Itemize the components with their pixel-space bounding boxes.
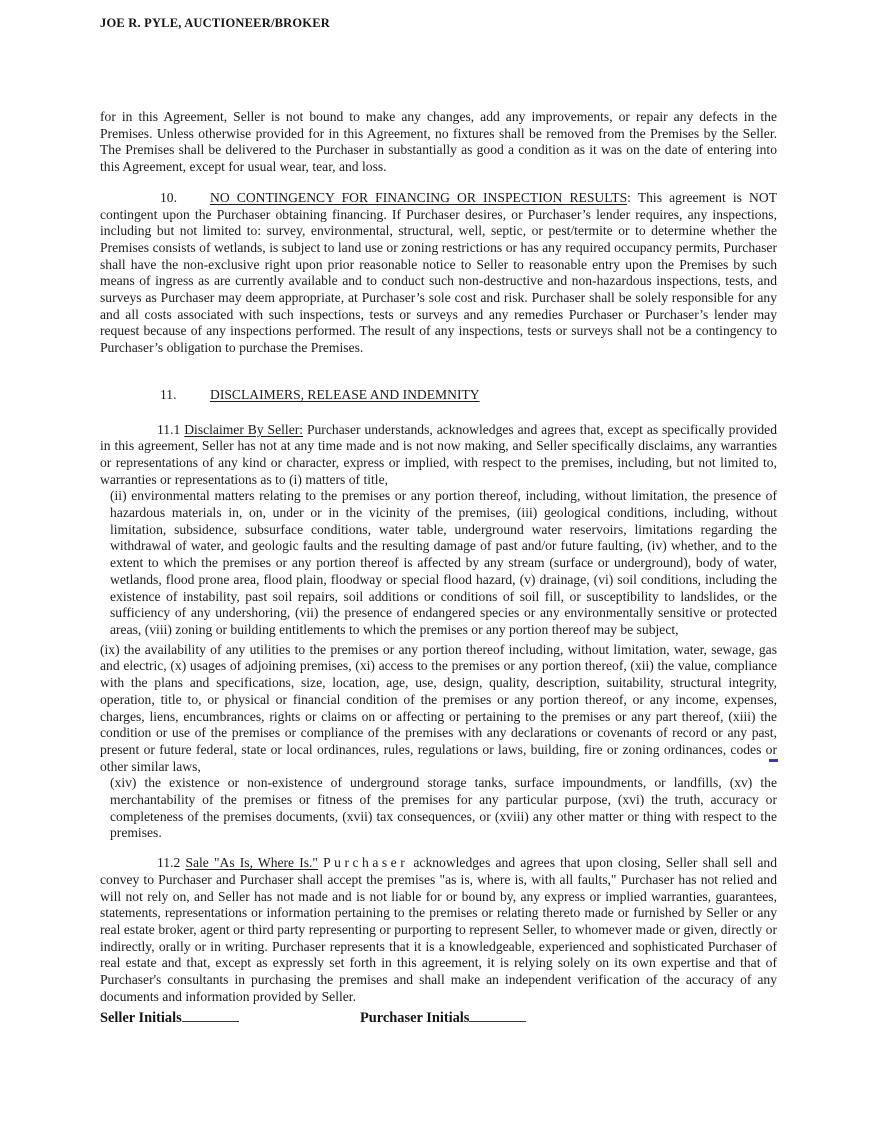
section-11-1-number: 11.1: [157, 421, 181, 437]
seller-initials-group: [100, 1008, 360, 1027]
section-11-1-body: Purchaser understands, acknowledges and agrees that, except as specifically provided in this agreement, Seller has not at any time made and is not now making, and Seller specifically disclaims, any warranties or representations of any kind or character, express or implied, with respect to the premises, including, but not limited to, warranties or representations as to (i) matters of title,: [100, 421, 777, 487]
purchaser-initials-label: Purchaser Initials: [360, 1010, 470, 1027]
section-11-2-heading: Sale "As Is, Where Is.": [185, 855, 318, 871]
initials-row: [100, 1008, 777, 1027]
seller-initials-label: Seller Initials: [100, 1010, 182, 1027]
section-11-heading-row: [100, 387, 777, 404]
purchaser-initials-blank[interactable]: [469, 1008, 526, 1022]
clause-block-ii: (ii) environmental matters relating to the premises or any portion thereof, including, without limitation, the presence of hazardous materials in, on, under or in the vicinity of the premises, (iii) geological conditions, including, without limitation, subsidence, subsurface conditions, water table, underground water reservoirs, limitations regarding the withdrawal of water, and geologic faults and the resulting damage of past and/or future faulting, (iv) whether, and to the extent to which the premises or any portion thereof is affected by any stream (surface or underground), body of water, wetlands, flood prone area, flood plain, floodway or special flood hazard, (v) drainage, (vi) soil conditions, including the existence of instability, past soil repairs, soil additions or conditions of soil fill, or susceptibility to landslides, or the sufficiency of any undershoring, (vii) the presence of endangered species or any environmentally sensitive or protected areas, (viii) zoning or building entitlements to which the premises or any portion thereof may be subject,: [110, 488, 777, 637]
section-11-2-paragraph: [100, 855, 777, 1005]
section-10-number: 10.: [160, 189, 177, 205]
section-11-heading: DISCLAIMERS, RELEASE AND INDEMNITY: [210, 386, 480, 402]
document-header: JOE R. PYLE, AUCTIONEER/BROKER: [100, 16, 330, 30]
clause-block-ix: (ix) the availability of any utilities to the premises or any portion thereof including, without limitation, water, sewage, gas and electric, (x) usages of adjoining premises, (xi) access to the premises or any portion thereof, (xii) the value, compliance with the plans and specifications, size, location, age, use, design, quality, description, suitability, structural integrity, operation, title to, or physical or financial condition of the premises or any portion thereof, or any income, expenses, charges, liens, encumbrances, rights or claims on or affecting or pertaining to the premises or any part thereof, (xiii) the condition or use of the premises or compliance of the premises with any declarations or covenants of record or any past, present or future federal, state or local ordinances, rules, regulations or laws, building, fire or zoning ordinances, codes or other similar laws,: [100, 641, 777, 774]
section-11-2-spaced-word: Purchaser: [323, 855, 409, 871]
seller-initials-blank[interactable]: [182, 1008, 239, 1022]
section-11-2-body: acknowledges and agrees that upon closing, Seller shall sell and convey to Purchaser and Purchaser shall accept the premises "as is, where is, with all faults," Purchaser has not relied and will not rely on, and Seller has not made and is not liable for or bound by, any express or implied warranties, guarantees, statements, representations or information pertaining to the premises or relating thereto made or furnished by Seller or any real estate broker, agent or third party representing or purporting to represent Seller, to whomever made or given, directly or indirectly, orally or in writing. Purchaser represents that it is a knowledgeable, experienced and sophisticated Purchaser of real estate and that, except as expressly set forth in this agreement, it is relying solely on its own expertise and that of Purchaser's consultants in purchasing the premises and shall make an independent verification of the accuracy of any documents and information provided by Seller.: [100, 855, 778, 1004]
section-11-number: 11.: [160, 386, 177, 402]
section-11-2-number: 11.2: [157, 855, 181, 871]
clause-block-xiv: (xiv) the existence or non-existence of underground storage tanks, surface impoundments, or landfills, (xv) the merchantability of the premises or fitness of the premises for any particular purpose, (xvi) the truth, accuracy or completeness of the premises documents, (xvii) tax consequences, or (xviii) any other matter or thing with respect to the premises.: [110, 775, 777, 841]
section-10-body: : This agreement is NOT contingent upon the Purchaser obtaining financing. If Purchaser desires, or Purchaser’s lender requires, any inspections, including but not limited to: survey, environmental, structural, well, septic, or pest/termite or to determine whether the Premises consists of wetlands, is subject to land use or zoning restrictions or has any required occupancy permits, Purchaser shall have the non-exclusive right upon prior reasonable notice to Seller to reasonable entry upon the Premises by such means of ingress as are currently available and to conduct such non-destructive and non-hazardous inspections, tests, and surveys as Purchaser may deem appropriate, at Purchaser’s sole cost and risk. Purchaser shall be solely responsible for any and all costs associated with such inspections, tests or surveys and any remedies Purchaser or Purchaser’s lender may request because of any inspections performed. The result of any inspections, tests or surveys shall not be a contingency to Purchaser’s obligation to purchase the Premises.: [100, 189, 777, 356]
purchaser-initials-group: [360, 1008, 526, 1027]
paragraph-continuation: for in this Agreement, Seller is not bound to make any changes, add any improvements, or repair any defects in the Premises. Unless otherwise provided for in this Agreement, no fixtures shall be removed from the Premises by the Seller. The Premises shall be delivered to the Purchaser in substantially as good a condition as it was on the date of entering into this Agreement, except for usual wear, tear, and loss.: [100, 109, 777, 175]
section-11-1-heading: Disclaimer By Seller:: [184, 421, 304, 437]
section-10-heading: NO CONTINGENCY FOR FINANCING OR INSPECTION RESULTS: [210, 189, 628, 205]
section-10-paragraph: [100, 190, 777, 357]
margin-artifact-dash: [769, 759, 778, 762]
section-11-1-paragraph: [100, 422, 777, 489]
